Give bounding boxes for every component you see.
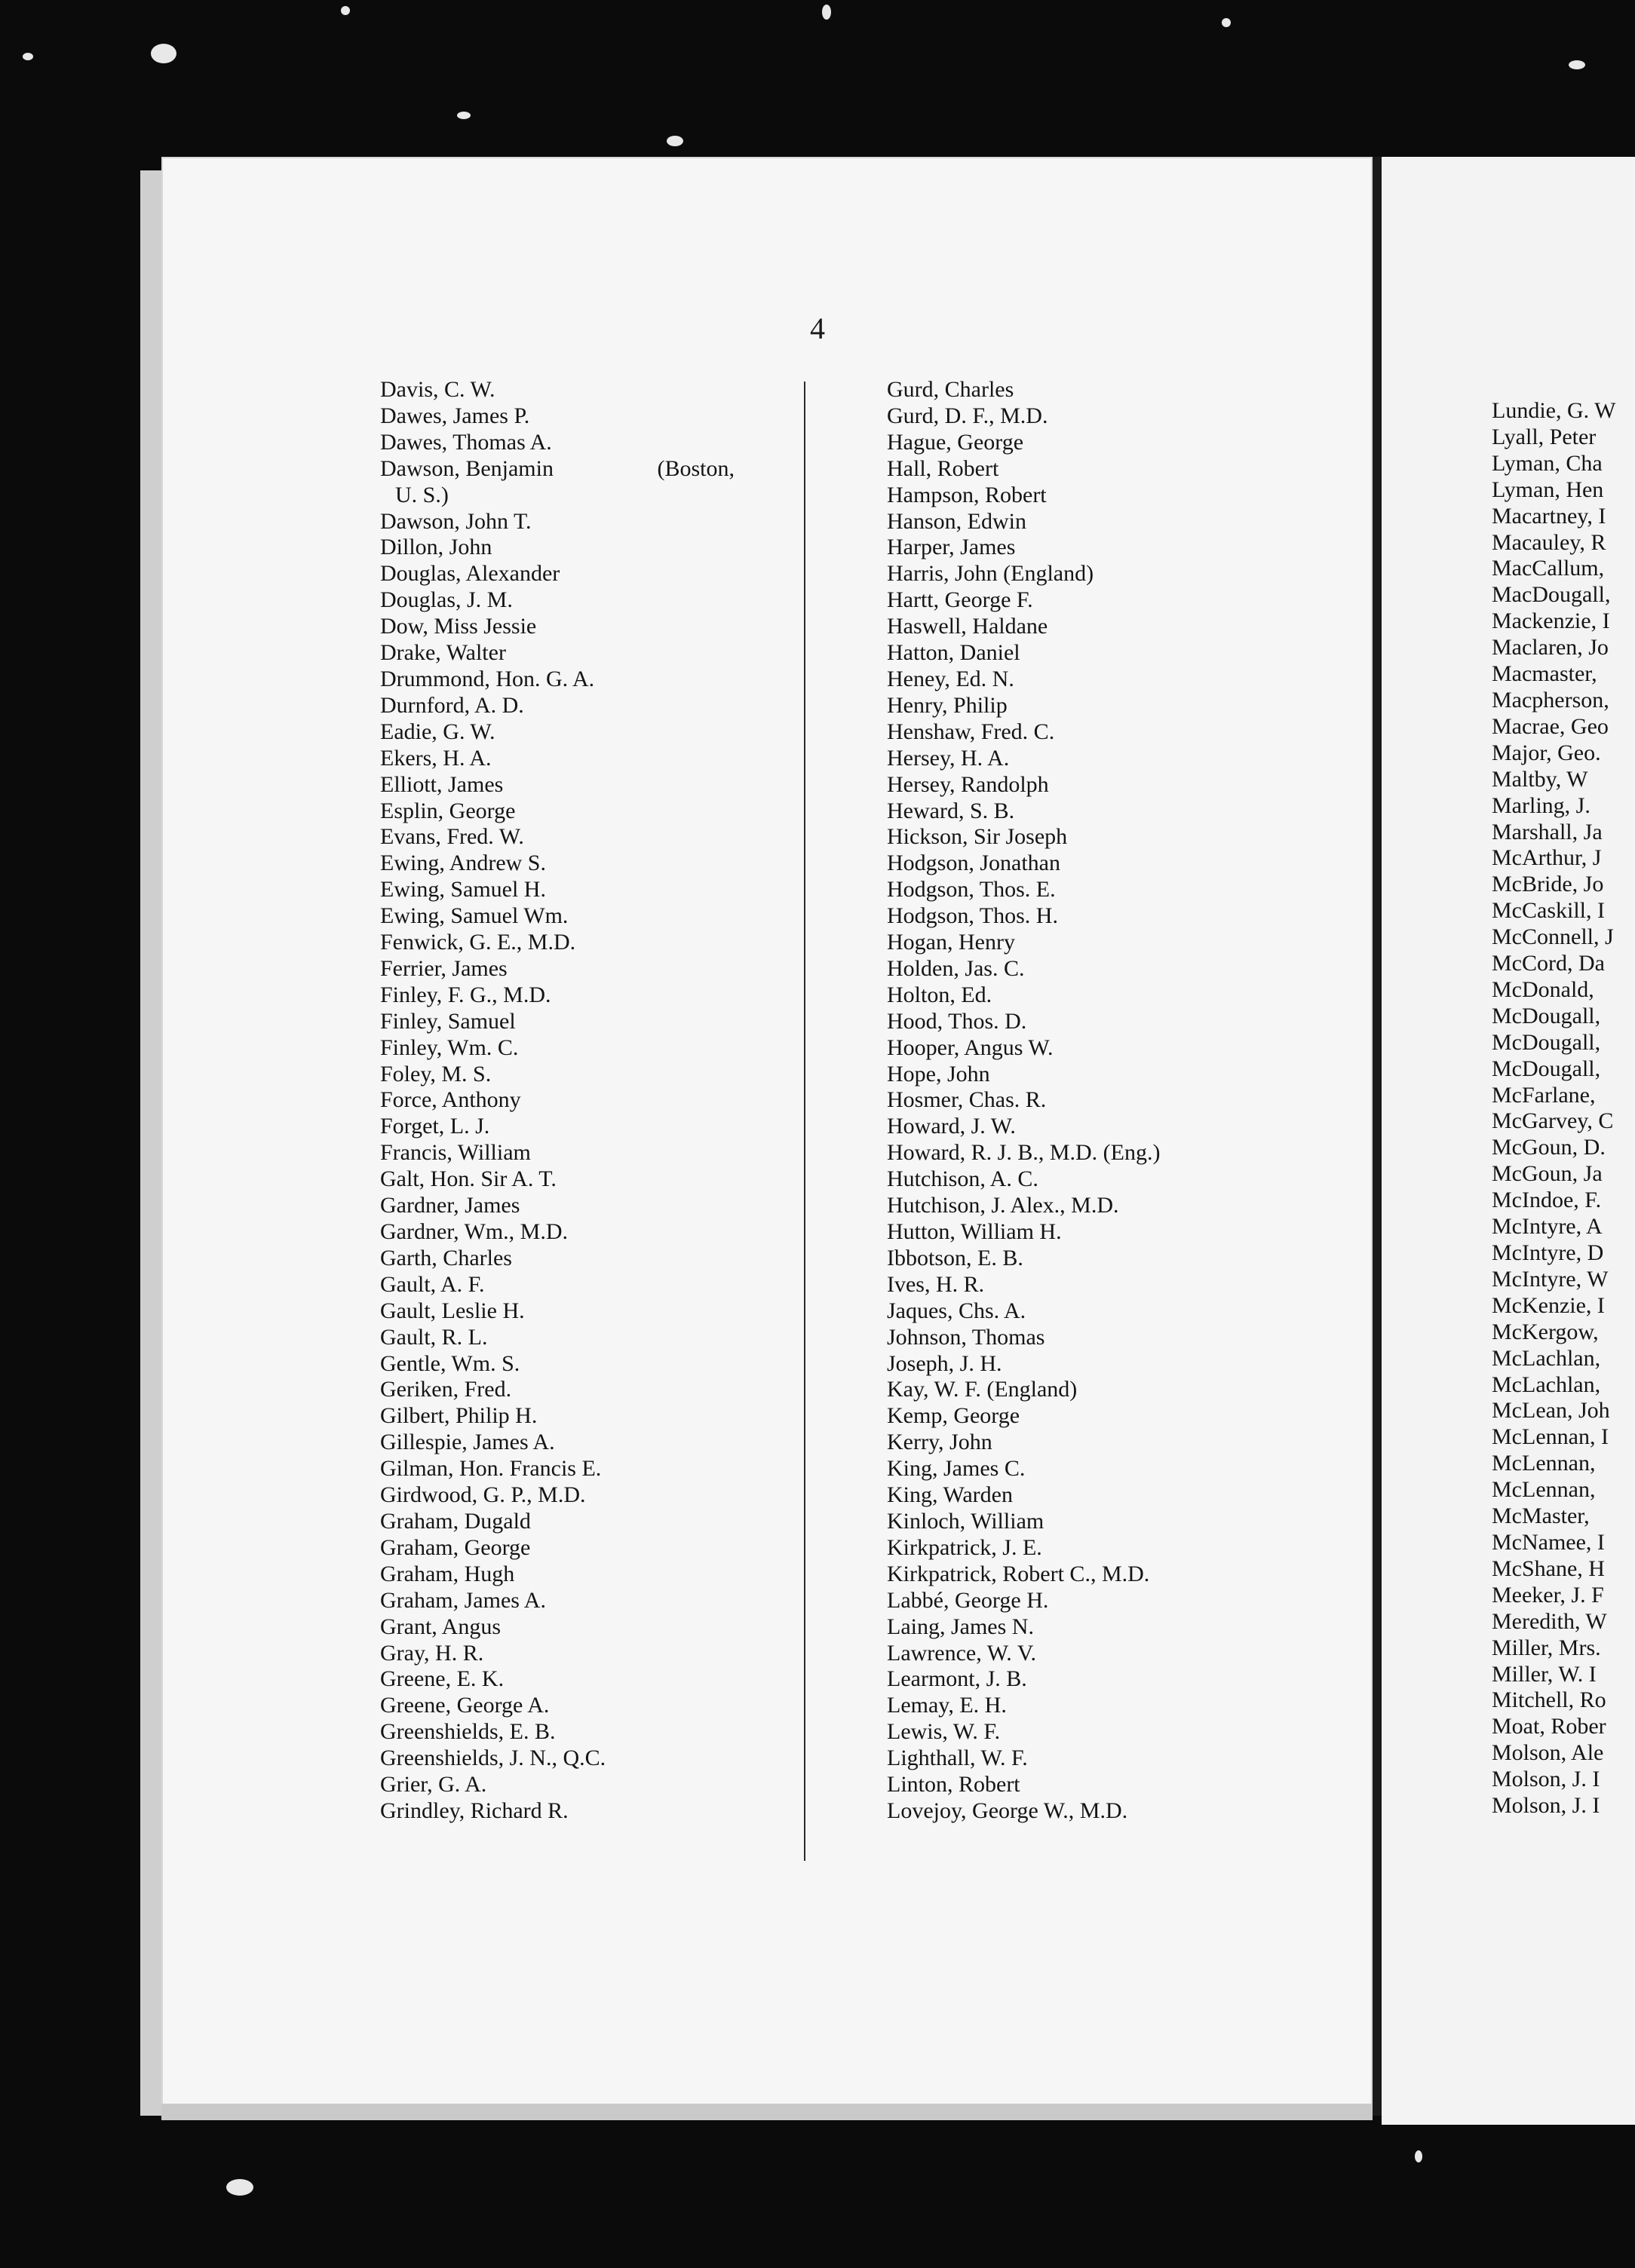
list-item: Holden, Jas. C. bbox=[887, 955, 1025, 981]
list-item: Kirkpatrick, J. E. bbox=[887, 1534, 1042, 1560]
page-number: 4 bbox=[810, 311, 825, 345]
list-item: Dawes, James P. bbox=[380, 403, 530, 428]
list-item: Eadie, G. W. bbox=[380, 719, 495, 744]
list-item: MacDougall, bbox=[1492, 582, 1611, 608]
list-item: Grant, Angus bbox=[380, 1614, 501, 1639]
list-item: Girdwood, G. P., M.D. bbox=[380, 1482, 586, 1508]
list-item: Graham, Hugh bbox=[380, 1561, 515, 1586]
list-item: Dawes, Thomas A. bbox=[380, 429, 552, 455]
list-item: Hatton, Daniel bbox=[887, 640, 1020, 666]
list-item: Fenwick, G. E., M.D. bbox=[380, 930, 576, 955]
list-item: Grindley, Richard R. bbox=[380, 1798, 569, 1823]
page-bottom-edge bbox=[161, 2104, 1373, 2120]
list-item: Ibbotson, E. B. bbox=[887, 1245, 1023, 1270]
list-item: Finley, F. G., M.D. bbox=[380, 982, 551, 1007]
list-item: Henshaw, Fred. C. bbox=[887, 719, 1055, 744]
list-item: McLennan, I bbox=[1492, 1424, 1609, 1450]
list-item: McDougall, bbox=[1492, 1003, 1601, 1028]
list-item: Howard, J. W. bbox=[887, 1114, 1016, 1139]
list-item: Garth, Charles bbox=[380, 1245, 512, 1270]
list-item: Gilman, Hon. Francis E. bbox=[380, 1456, 602, 1482]
list-item: Laing, James N. bbox=[887, 1614, 1034, 1639]
column-divider bbox=[804, 382, 805, 1861]
name-list-right-partial bbox=[1492, 398, 1635, 1819]
list-item: Hartt, George F. bbox=[887, 587, 1033, 613]
list-item: Lewis, W. F. bbox=[887, 1719, 1001, 1745]
list-item: McDougall, bbox=[1492, 1029, 1601, 1055]
list-item: Hickson, Sir Joseph bbox=[887, 824, 1068, 850]
list-item: Hooper, Angus W. bbox=[887, 1034, 1054, 1060]
list-item: Hodgson, Jonathan bbox=[887, 851, 1060, 876]
list-item: Henry, Philip bbox=[887, 692, 1008, 718]
list-item: Gurd, Charles bbox=[887, 377, 1014, 402]
list-item: Holton, Ed. bbox=[887, 982, 992, 1007]
list-item: Lyman, Hen bbox=[1492, 477, 1604, 502]
list-item: Learmont, J. B. bbox=[887, 1666, 1027, 1692]
list-item: Hutchison, A. C. bbox=[887, 1166, 1038, 1192]
scan-speck bbox=[822, 5, 831, 20]
list-item: King, James C. bbox=[887, 1456, 1026, 1482]
list-item: Gault, R. L. bbox=[380, 1324, 488, 1350]
name-list-left bbox=[380, 377, 742, 1825]
list-item: Ewing, Andrew S. bbox=[380, 851, 546, 876]
list-item: Ferrier, James bbox=[380, 955, 508, 981]
list-item: Hodgson, Thos. H. bbox=[887, 903, 1058, 929]
entry-name: Dawson, Benjamin bbox=[380, 455, 554, 481]
list-item: Lawrence, W. V. bbox=[887, 1640, 1037, 1666]
scan-speck bbox=[1222, 18, 1231, 27]
list-item: Harper, James bbox=[887, 535, 1016, 560]
list-item: McConnell, J bbox=[1492, 924, 1614, 950]
list-item: Finley, Samuel bbox=[380, 1008, 516, 1034]
book-gutter bbox=[1373, 157, 1382, 2116]
list-item: Molson, J. I bbox=[1492, 1767, 1600, 1792]
list-item: McCaskill, I bbox=[1492, 898, 1605, 924]
list-item: Labbé, George H. bbox=[887, 1587, 1049, 1613]
list-item: MacCallum, bbox=[1492, 556, 1605, 581]
list-item: Greenshields, J. N., Q.C. bbox=[380, 1745, 606, 1771]
list-item: Lighthall, W. F. bbox=[887, 1745, 1028, 1771]
list-item: Hood, Thos. D. bbox=[887, 1008, 1027, 1034]
list-item: Foley, M. S. bbox=[380, 1061, 492, 1086]
list-item: Evans, Fred. W. bbox=[380, 824, 524, 850]
list-item: McGoun, Ja bbox=[1492, 1161, 1603, 1187]
list-item: Davis, C. W. bbox=[380, 377, 495, 402]
list-item: Heney, Ed. N. bbox=[887, 666, 1014, 691]
list-item: McLachlan, bbox=[1492, 1372, 1601, 1397]
list-item: Maclaren, Jo bbox=[1492, 635, 1609, 660]
entry-continuation: U. S.) bbox=[395, 482, 449, 507]
list-item: Forget, L. J. bbox=[380, 1114, 490, 1139]
list-item: Grier, G. A. bbox=[380, 1772, 487, 1798]
list-item: McDonald, bbox=[1492, 976, 1594, 1002]
list-item: Molson, J. I bbox=[1492, 1793, 1600, 1819]
list-item: Dawson, John T. bbox=[380, 508, 532, 534]
list-item: Hutton, William H. bbox=[887, 1219, 1062, 1244]
list-item: Graham, Dugald bbox=[380, 1508, 531, 1534]
list-item: McDougall, bbox=[1492, 1056, 1601, 1081]
list-item: Macartney, I bbox=[1492, 503, 1606, 529]
list-item: McNamee, I bbox=[1492, 1529, 1605, 1555]
scan-speck bbox=[23, 53, 33, 60]
list-item: Joseph, J. H. bbox=[887, 1350, 1002, 1376]
list-item: Howard, R. J. B., M.D. (Eng.) bbox=[887, 1140, 1161, 1166]
list-item: McGarvey, C bbox=[1492, 1108, 1614, 1134]
scan-speck bbox=[226, 2179, 253, 2196]
list-item: Dow, Miss Jessie bbox=[380, 614, 537, 639]
list-item: Lyall, Peter bbox=[1492, 424, 1597, 449]
list-item: McIndoe, F. bbox=[1492, 1188, 1602, 1213]
name-list-middle bbox=[887, 377, 1309, 1825]
list-item: Lemay, E. H. bbox=[887, 1693, 1007, 1718]
list-item: Hanson, Edwin bbox=[887, 508, 1026, 534]
list-item: Hosmer, Chas. R. bbox=[887, 1087, 1047, 1113]
scan-speck bbox=[1569, 60, 1585, 69]
list-item: Kerry, John bbox=[887, 1430, 992, 1455]
scan-speck bbox=[341, 6, 350, 15]
list-item: Mitchell, Ro bbox=[1492, 1687, 1606, 1713]
scan-speck bbox=[667, 136, 683, 146]
list-item: Lovejoy, George W., M.D. bbox=[887, 1798, 1128, 1823]
list-item: Gardner, James bbox=[380, 1193, 520, 1218]
list-item: Force, Anthony bbox=[380, 1087, 521, 1113]
list-item: Macmaster, bbox=[1492, 661, 1597, 687]
list-item: McLennan, bbox=[1492, 1477, 1596, 1503]
list-item: Gillespie, James A. bbox=[380, 1430, 555, 1455]
list-item: Ewing, Samuel Wm. bbox=[380, 903, 569, 929]
list-item: McIntyre, D bbox=[1492, 1240, 1604, 1265]
list-item: McKergow, bbox=[1492, 1319, 1599, 1344]
list-item: Hope, John bbox=[887, 1061, 990, 1086]
list-item: Johnson, Thomas bbox=[887, 1324, 1045, 1350]
list-item-dawson-benjamin bbox=[380, 456, 742, 509]
list-item: Hampson, Robert bbox=[887, 482, 1047, 507]
list-item: Lyman, Cha bbox=[1492, 450, 1603, 476]
list-item: Kemp, George bbox=[887, 1403, 1020, 1429]
entry-place: (Boston, bbox=[657, 455, 735, 481]
list-item: Hodgson, Thos. E. bbox=[887, 877, 1056, 903]
list-item: McShane, H bbox=[1492, 1555, 1605, 1581]
list-item: Macpherson, bbox=[1492, 687, 1609, 713]
list-item: McBride, Jo bbox=[1492, 872, 1604, 897]
list-item: Drummond, Hon. G. A. bbox=[380, 666, 595, 691]
list-item: Jaques, Chs. A. bbox=[887, 1298, 1026, 1323]
list-item: Dillon, John bbox=[380, 535, 492, 560]
list-item: Marshall, Ja bbox=[1492, 819, 1603, 844]
list-item: Meeker, J. F bbox=[1492, 1582, 1604, 1608]
scan-speck bbox=[457, 112, 471, 119]
list-item: Galt, Hon. Sir A. T. bbox=[380, 1166, 557, 1192]
list-item: Haswell, Haldane bbox=[887, 614, 1048, 639]
list-item: Finley, Wm. C. bbox=[380, 1034, 519, 1060]
list-item: Major, Geo. bbox=[1492, 740, 1601, 765]
list-item: Francis, William bbox=[380, 1140, 531, 1166]
list-item: Ives, H. R. bbox=[887, 1271, 985, 1297]
list-item: Gray, H. R. bbox=[380, 1640, 484, 1666]
list-item: Kay, W. F. (England) bbox=[887, 1377, 1078, 1402]
list-item: Macauley, R bbox=[1492, 529, 1606, 555]
list-item: Lundie, G. W bbox=[1492, 398, 1616, 423]
list-item: Geriken, Fred. bbox=[380, 1377, 512, 1402]
list-item: Macrae, Geo bbox=[1492, 713, 1609, 739]
list-item: McLean, Joh bbox=[1492, 1398, 1610, 1424]
list-item: Moat, Rober bbox=[1492, 1714, 1606, 1739]
list-item: Greenshields, E. B. bbox=[380, 1719, 556, 1745]
list-item: Gault, Leslie H. bbox=[380, 1298, 525, 1323]
list-item: McMaster, bbox=[1492, 1503, 1590, 1529]
list-item: Harris, John (England) bbox=[887, 561, 1094, 587]
list-item: Heward, S. B. bbox=[887, 798, 1015, 823]
list-item: Gardner, Wm., M.D. bbox=[380, 1219, 569, 1244]
list-item: McCord, Da bbox=[1492, 951, 1605, 976]
list-item: Mackenzie, I bbox=[1492, 608, 1610, 634]
list-item: McArthur, J bbox=[1492, 845, 1602, 871]
list-item: Greene, George A. bbox=[380, 1693, 550, 1718]
list-item: Greene, E. K. bbox=[380, 1666, 505, 1692]
list-item: McIntyre, A bbox=[1492, 1214, 1603, 1240]
page-left-edge bbox=[140, 170, 163, 2116]
scan-speck bbox=[151, 44, 176, 63]
list-item: Linton, Robert bbox=[887, 1772, 1020, 1798]
list-item: McIntyre, W bbox=[1492, 1266, 1609, 1292]
list-item: Gilbert, Philip H. bbox=[380, 1403, 538, 1429]
list-item: Elliott, James bbox=[380, 771, 504, 797]
list-item: Maltby, W bbox=[1492, 766, 1588, 792]
list-item: Gentle, Wm. S. bbox=[380, 1350, 520, 1376]
list-item: McKenzie, I bbox=[1492, 1292, 1605, 1318]
list-item: McLachlan, bbox=[1492, 1345, 1601, 1371]
list-item: Hutchison, J. Alex., M.D. bbox=[887, 1193, 1119, 1218]
list-item: Kinloch, William bbox=[887, 1508, 1044, 1534]
list-item: Kirkpatrick, Robert C., M.D. bbox=[887, 1561, 1150, 1586]
list-item: Molson, Ale bbox=[1492, 1740, 1604, 1766]
list-item: Douglas, J. M. bbox=[380, 587, 513, 613]
list-item: Hague, George bbox=[887, 429, 1024, 455]
list-item: Graham, James A. bbox=[380, 1587, 546, 1613]
list-item: King, Warden bbox=[887, 1482, 1013, 1508]
list-item: Meredith, W bbox=[1492, 1608, 1607, 1634]
list-item: Hall, Robert bbox=[887, 455, 999, 481]
list-item: Marling, J. bbox=[1492, 792, 1591, 818]
list-item: Gurd, D. F., M.D. bbox=[887, 403, 1048, 428]
list-item: Ekers, H. A. bbox=[380, 745, 492, 771]
list-item: Douglas, Alexander bbox=[380, 561, 560, 587]
list-item: McLennan, bbox=[1492, 1451, 1596, 1476]
list-item: Durnford, A. D. bbox=[380, 692, 524, 718]
list-item: Graham, George bbox=[380, 1534, 531, 1560]
list-item: Miller, W. I bbox=[1492, 1661, 1597, 1687]
list-item: Gault, A. F. bbox=[380, 1271, 485, 1297]
scan-speck bbox=[1415, 2150, 1422, 2162]
list-item: Drake, Walter bbox=[380, 640, 506, 666]
list-item: McFarlane, bbox=[1492, 1082, 1596, 1108]
list-item: Hersey, Randolph bbox=[887, 771, 1049, 797]
list-item: Ewing, Samuel H. bbox=[380, 877, 546, 903]
list-item: Miller, Mrs. bbox=[1492, 1635, 1601, 1660]
list-item: Esplin, George bbox=[380, 798, 516, 823]
list-item: McGoun, D. bbox=[1492, 1135, 1606, 1160]
list-item: Hogan, Henry bbox=[887, 930, 1015, 955]
list-item: Hersey, H. A. bbox=[887, 745, 1010, 771]
